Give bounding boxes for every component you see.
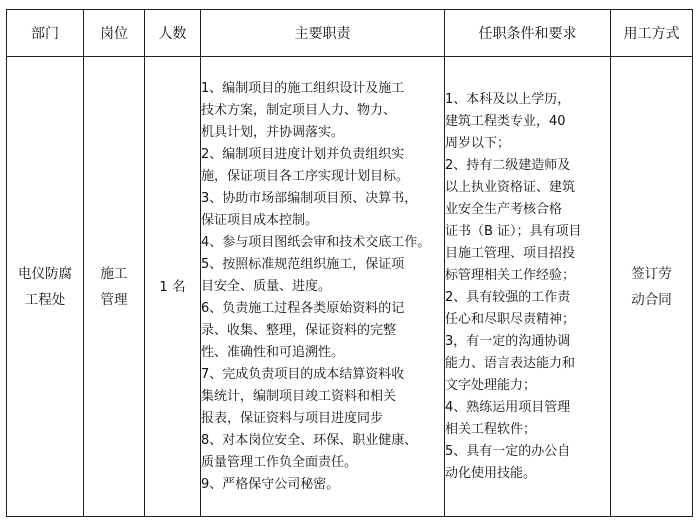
table-row	[7, 57, 693, 517]
duty-line: 5、按照标准规范组织施工，保证项	[201, 256, 405, 272]
requirement-line: 以上执业资格证、建筑	[445, 179, 576, 195]
header-dept: 部门	[7, 10, 84, 57]
requirement-line: 5、具有一定的办公自	[445, 443, 571, 459]
requirement-line: 能力、语言表达能力和	[445, 355, 576, 371]
dept-cell	[7, 57, 84, 517]
requirement-line: 任心和尽职尽责精神；	[445, 311, 576, 327]
requirement-line: 1、本科及以上学历，	[445, 91, 571, 107]
header-position: 岗位	[84, 10, 145, 57]
duty-line: 3、协助市场部编制项目预、决算书，	[201, 190, 418, 206]
duty-line: 目安全、质量、进度。	[201, 278, 332, 294]
duty-line: 技术方案，制定项目人力、物力、	[201, 102, 397, 118]
header-requirements: 任职条件和要求	[445, 10, 611, 57]
employment-line: 动合同	[631, 291, 672, 308]
header-row	[7, 10, 693, 57]
dept-line: 电仪防腐	[18, 265, 72, 282]
duty-line: 质量管理工作负全面责任。	[201, 454, 358, 470]
duty-line: 性、准确性和可追溯性。	[201, 344, 345, 360]
employment-cell	[611, 57, 693, 517]
duty-line: 1、编制项目的施工组织设计及施工	[201, 80, 405, 96]
requirement-line: 目施工管理、项目招投	[445, 245, 576, 261]
requirement-line: 动化使用技能。	[445, 465, 537, 481]
duties-cell	[201, 57, 445, 517]
duty-line: 8、对本岗位安全、环保、职业健康、	[201, 432, 418, 448]
duty-line: 4、参与项目图纸会审和技术交底工作。	[201, 234, 431, 250]
duty-line: 集统计，编制项目竣工资料和相关	[201, 388, 397, 404]
position-line: 管理	[100, 291, 128, 308]
requirement-line: 2、持有二级建造师及	[445, 157, 571, 173]
requirement-line: 业安全生产考核合格	[445, 201, 563, 217]
dept-line: 工程处	[24, 291, 66, 308]
requirement-line: 3，有一定的沟通协调	[445, 333, 571, 349]
employment-line: 签订劳	[631, 265, 672, 282]
requirement-line: 4、熟练运用项目管理	[445, 399, 571, 415]
header-duties: 主要职责	[201, 10, 445, 57]
duty-line: 6、负责施工过程各类原始资料的记	[201, 300, 405, 316]
duty-line: 报表，保证资料与项目进度同步	[201, 410, 384, 426]
header-employment: 用工方式	[611, 10, 693, 57]
position-cell	[84, 57, 145, 517]
requirement-line: 文字处理能力；	[445, 377, 537, 393]
duty-line: 7、完成负责项目的成本结算资料收	[201, 366, 405, 382]
duty-line: 施，保证项目各工序实现计划目标。	[201, 168, 410, 184]
duty-line: 机具计划，并协调落实。	[201, 124, 345, 140]
duty-line: 录、收集、整理，保证资料的完整	[201, 322, 397, 338]
job-posting-table	[6, 9, 693, 517]
requirement-line: 相关工程软件；	[445, 421, 537, 437]
requirement-line: 标管理相关工作经验；	[445, 267, 576, 283]
duty-line: 保证项目成本控制。	[201, 212, 319, 228]
requirement-line: 证书（B 证）；具有项目	[445, 223, 582, 239]
position-line: 施工	[100, 265, 128, 282]
header-count: 人数	[145, 10, 201, 57]
count-cell: 1 名	[145, 57, 201, 517]
duty-line: 9、严格保守公司秘密。	[201, 476, 340, 492]
requirement-line: 2、具有较强的工作责	[445, 289, 571, 305]
duty-line: 2、编制项目进度计划并负责组织实	[201, 146, 405, 162]
requirements-cell	[445, 57, 611, 517]
requirement-line: 周岁以下；	[445, 135, 511, 151]
requirement-line: 建筑工程类专业，40	[445, 113, 566, 129]
